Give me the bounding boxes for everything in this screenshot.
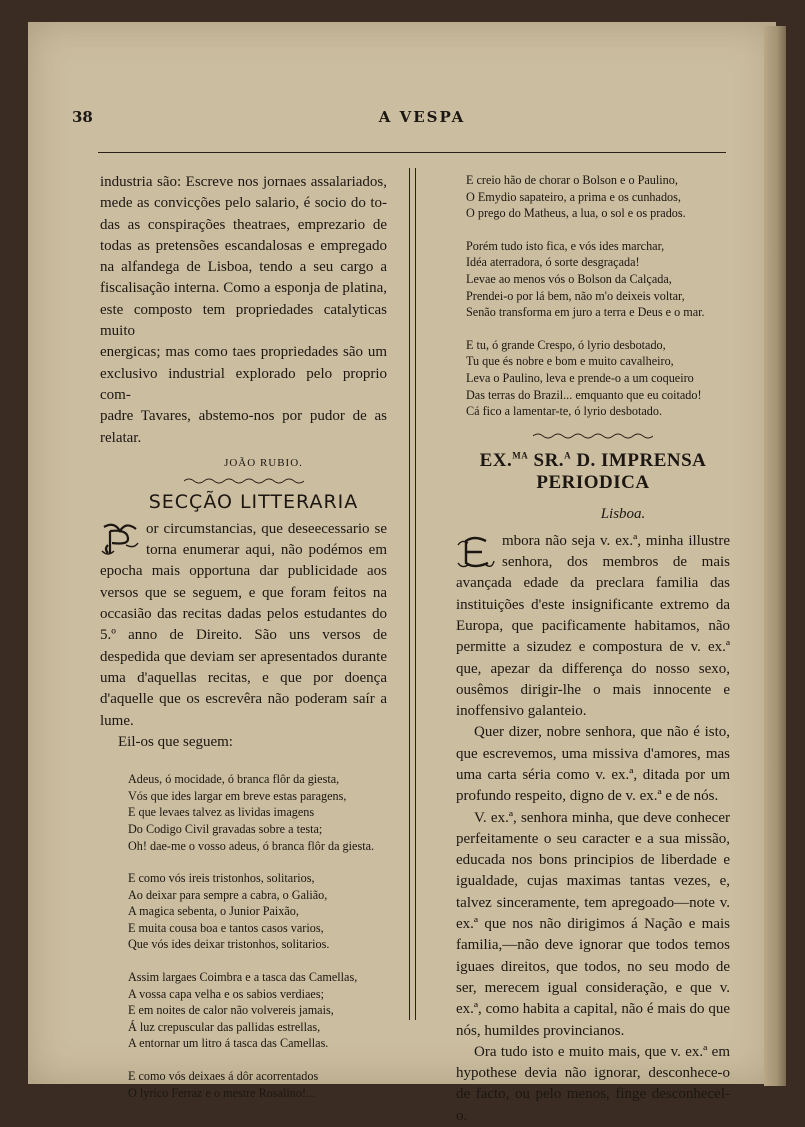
section-body: or circumstancias, que deseecessario se torna enumerar aqui, não podémos em epocha mais opportuna dar publicidade aos versos que se seguem, e que foram feitos na occasião das recitas dadas pelos estudantes do 5.º anno de Direito. São uns versos de despedida que deviam ser apresentados durante uma d'aquellas recitas, e que por doença d'aquelle que os escrevêra não poderam saír a lume.: [100, 520, 387, 729]
ornamental-dropcap-p: [100, 523, 140, 557]
verse-line: Ao deixar para sempre a cabra, o Galião,: [128, 887, 328, 902]
poem-stanza-4: [100, 1068, 387, 1101]
poem-stanza-1: [100, 771, 387, 854]
verse-line: E tu, ó grande Crespo, ó lyrio desbotado,: [466, 337, 666, 352]
intro-paragraph: [100, 172, 387, 449]
intro-line: este composto tem propriedades catalyticas muito: [100, 301, 387, 340]
verse-line: Assim largaes Coimbra e a tasca das Camellas,: [128, 970, 358, 985]
verse-line: Á luz crepuscular das pallidas estrellas,: [128, 1019, 321, 1034]
wavy-separator: [184, 477, 304, 485]
intro-line: todas as pretensões escandalosas e empregado: [100, 237, 387, 254]
poem-stanza-7: [456, 337, 730, 420]
left-column: [100, 172, 387, 1101]
verse-line: O Emydio sapateiro, a prima e os cunhados,: [466, 189, 681, 204]
verse-line: Levae ao menos vós o Bolson da Calçada,: [466, 271, 672, 286]
header-rule: [98, 152, 726, 153]
title-part: SR.: [528, 449, 565, 471]
title-part: D. IMPRENSA PERIODICA: [536, 449, 707, 493]
dateline-place: Lisboa.: [600, 505, 646, 522]
section-paragraph: [100, 519, 387, 753]
verse-line: O prego do Matheus, a lua, o sol e os prados.: [466, 206, 686, 221]
poem-stanza-3: [100, 969, 387, 1052]
page-edge: [764, 26, 786, 1086]
intro-line: industria são: Escreve nos jornaes assalariados,: [100, 174, 387, 190]
letter-paragraph: V. ex.ª, senhora minha, que deve conhecer perfeitamente o seu caracter e a sua missão, educada nos bons principios de liberdade e igualdade, cujas maximas tantas vezes, e, talvez sinceramente, tem apregoado—note v. ex.ª que nos não dirigimos á Nação e mais familia,—não deve ignorar que todos temos iguaes direitos, que todos, no seu modo de ser, merecem igual consideração, e que v. ex.ª, como habita a capital, não é mais do que nós, humildes provincianos.: [456, 809, 730, 1039]
intro-line: padre Tavares, abstemo-nos por pudor de as: [100, 408, 387, 425]
verse-line: A vossa capa velha e os sabios verdiaes;: [128, 986, 324, 1001]
letter-body: [456, 531, 730, 1127]
verse-line: Vós que ides largar em breve estas paragens,: [128, 788, 347, 803]
verse-line: E que levaes talvez as lividas imagens: [128, 805, 315, 820]
letter-paragraph: Ora tudo isto e muito mais, que v. ex.ª em hypothese devia não ignorar, desconhece-o de facto, ou pelo menos, finge desconhecel-o.: [456, 1043, 730, 1124]
verse-line: E em noites de calor não volvereis jamais,: [128, 1003, 334, 1018]
verse-line: A entornar um litro á tasca das Camellas.: [128, 1036, 329, 1051]
verse-line: O lyrico Ferraz e o mestre Rosalino!...: [128, 1085, 316, 1100]
column-divider: [409, 168, 416, 1020]
letter-paragraph: mbora não seja v. ex.ª, minha illustre senhora, dos membros de mais avançada edade da preclara familia das instituições d'este insignificante extremo da Europa, que pacificamente habitamos, não permitte a sizudez e compostura de v. ex.ª que, apezar da differença do nosso sexo, ousêmos dirigir-lhe o mais innocente e inoffensivo galanteio.: [456, 532, 730, 720]
ornamental-dropcap-e: [456, 535, 496, 569]
wavy-separator: [533, 432, 653, 440]
verse-line: E como vós deixaes á dôr acorrentados: [128, 1069, 319, 1084]
article-title: [456, 450, 730, 494]
verse-line: Senão transforma em juro a terra e Deus e o mar.: [466, 305, 705, 320]
title-part: EX.: [479, 449, 513, 471]
intro-line: fiscalisação interna. Como a esponja de platina,: [100, 280, 387, 297]
page-number: 38: [72, 108, 93, 126]
verse-line: Adeus, ó mocidade, ó branca flôr da giesta,: [128, 772, 340, 787]
verse-line: Idéa aterradora, ó sorte desgraçada!: [466, 255, 640, 270]
verse-line: Do Codigo Civil gravadas sobre a testa;: [128, 821, 323, 836]
verse-line: E creio hão de chorar o Bolson e o Paulino,: [466, 173, 678, 187]
verse-line: Das terras do Brazil... emquanto que eu coitado!: [466, 387, 702, 402]
verse-line: E como vós ireis tristonhos, solitarios,: [128, 871, 315, 886]
intro-line: das as conspirações theatraes, emprezario de: [100, 216, 387, 233]
verse-line: E muita cousa boa e tantos casos varios,: [128, 920, 324, 935]
right-column: [456, 172, 730, 1127]
verse-line: Que vós ides deixar tristonhos, solitarios.: [128, 937, 330, 952]
masthead-title: A VESPA: [378, 108, 466, 126]
verse-line: Tu que és nobre e bom e muito cavalheiro,: [466, 354, 674, 369]
poem-stanza-6: [456, 238, 730, 321]
poem-stanza-5: [456, 172, 730, 222]
intro-line: relatar.: [100, 429, 142, 446]
title-superscript: MA: [512, 450, 529, 461]
page-header: [72, 108, 772, 132]
verse-line: Cá fico a lamentar-te, ó lyrio desbotado.: [466, 404, 663, 419]
verse-line: Prendei-o por lá bem, não m'o deixeis voltar,: [466, 288, 685, 303]
poem-stanza-2: [100, 870, 387, 953]
letter-paragraph: Quer dizer, nobre senhora, que não é isto, que escrevemos, uma missiva d'amores, mas uma carta séria como v. ex.ª, ditada por um profundo respeito, digno de v. ex.ª e de nós.: [456, 724, 730, 805]
verse-line: Porém tudo isto fica, e vós ides marchar,: [466, 238, 665, 253]
intro-line: exclusivo industrial explorado pelo proprio com-: [100, 365, 387, 403]
title-superscript: A: [564, 450, 572, 461]
verse-line: A magica sebenta, o Junior Paixão,: [128, 904, 299, 919]
intro-line: energicas; mas como taes propriedades são um: [100, 344, 387, 361]
section-lead: Eil-os que seguem:: [118, 733, 233, 750]
signature: JOÃO RUBIO.: [224, 456, 303, 469]
intro-line: na alfandega de Lisboa, tendo a seu cargo a: [100, 259, 387, 276]
intro-line: mede as convicções pelo salario, é socio do to-: [100, 195, 387, 212]
verse-line: Oh! dae-me o vosso adeus, ó branca flôr da giesta.: [128, 838, 375, 853]
section-title: SECÇÃO LITTERARIA: [148, 490, 359, 513]
verse-line: Leva o Paulino, leva e prende-o a um coqueiro: [466, 370, 694, 385]
